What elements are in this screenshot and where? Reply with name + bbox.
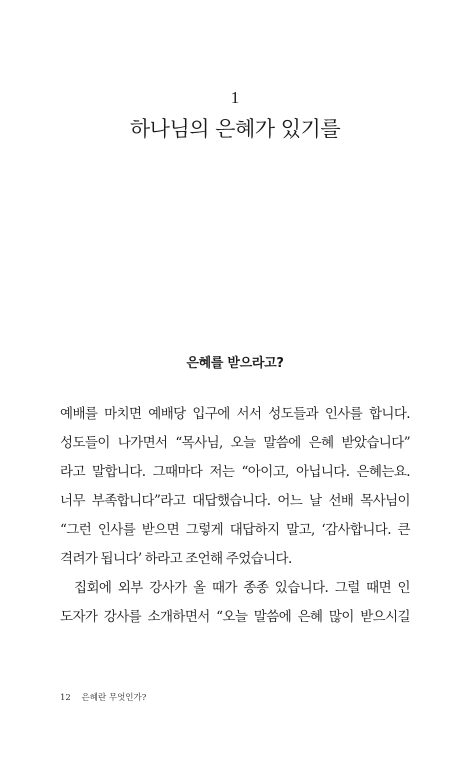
body-line: 라고 말합니다. 그때마다 저는 “아이고, 아닙니다. 은혜는요. bbox=[60, 464, 410, 480]
body-text bbox=[60, 400, 410, 632]
body-line: 격려가 됩니다’ 하라고 조언해 주었습니다. bbox=[60, 551, 292, 567]
page-number: 12 bbox=[60, 693, 71, 703]
body-line: 도자가 강사를 소개하면서 “오늘 말씀에 은혜 많이 받으시길 bbox=[60, 609, 410, 625]
body-line: 예배를 마치면 예배당 입구에 서서 성도들과 인사를 합니다. bbox=[60, 406, 410, 422]
page-footer bbox=[60, 692, 146, 704]
chapter-number: 1 bbox=[230, 88, 240, 107]
running-book-title: 은혜란 무엇인가? bbox=[81, 693, 147, 703]
body-line: 성도들이 나가면서 “목사님, 오늘 말씀에 은혜 받았습니다” bbox=[60, 435, 410, 451]
chapter-title: 하나님의 은혜가 있기를 bbox=[129, 117, 341, 141]
section-heading: 은혜를 받으라고? bbox=[186, 356, 284, 371]
body-line: 너무 부족합니다”라고 대답했습니다. 어느 날 선배 목사님이 bbox=[60, 493, 410, 509]
body-line: 집회에 외부 강사가 올 때가 종종 있습니다. 그럴 때면 인 bbox=[74, 580, 410, 596]
body-line: “그런 인사를 받으면 그렇게 대답하지 말고, ‘감사합니다. 큰 bbox=[60, 522, 410, 538]
